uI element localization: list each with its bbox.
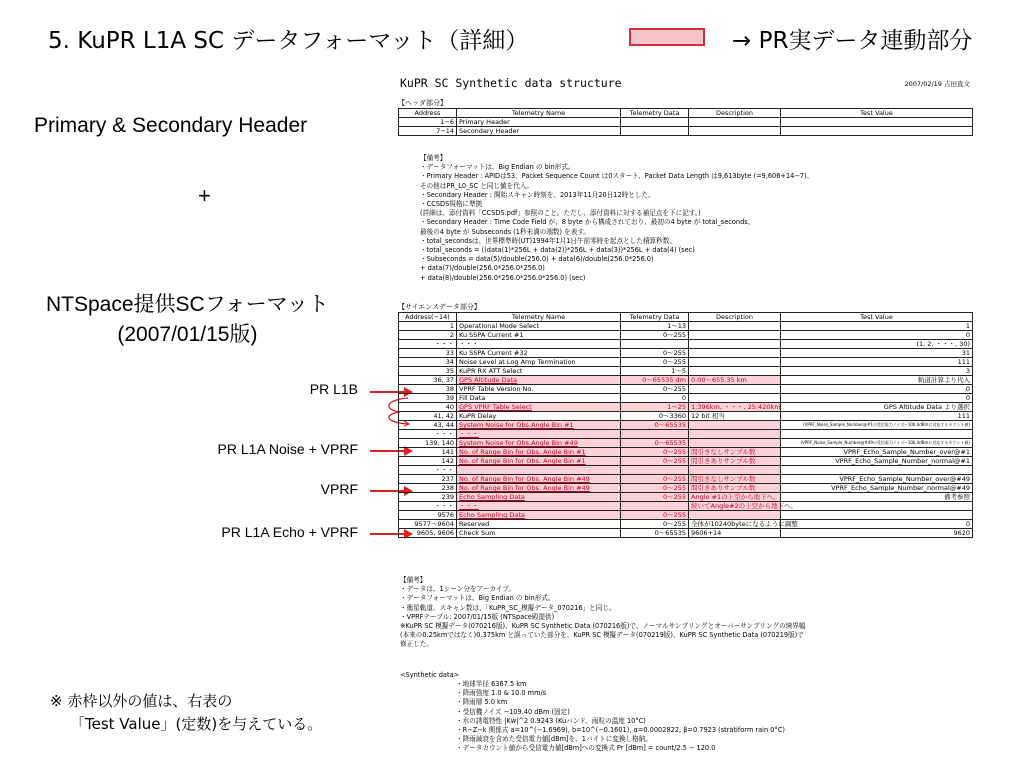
table-cell-value: [781, 118, 973, 127]
table-cell-value: 備考参照: [781, 493, 973, 502]
table-cell-name: Check Sum: [457, 529, 621, 538]
table-cell-data: 0: [621, 394, 689, 403]
table-cell-address: 33: [399, 349, 457, 358]
table-cell-name: ・・・: [457, 430, 621, 439]
table-cell-name: Secondary Header: [457, 127, 621, 136]
table-cell-desc: [689, 394, 781, 403]
table-header-row: [399, 313, 973, 322]
callout-pr-l1a-noise: PR L1A Noise + VPRF: [217, 441, 358, 457]
table-cell-address: 9576: [399, 511, 457, 520]
table-cell-address: 35: [399, 367, 457, 376]
column-header: Telemetry Name: [457, 313, 621, 322]
table-cell-name: ・・・: [457, 340, 621, 349]
table-cell-value: 軌道計算より代入: [781, 376, 973, 385]
table-cell-address: 40: [399, 403, 457, 412]
header-table: [398, 108, 973, 136]
table-row: [399, 412, 973, 421]
table-cell-name: Echo Sampling Data: [457, 511, 621, 520]
science-section-title: 【サイエンスデータ部分】: [398, 303, 481, 311]
table-cell-value: 111: [781, 412, 973, 421]
table-cell-data: 1〜25: [621, 403, 689, 412]
note-line: ・Secondary Header : 開始スキャン時刻を、2013年11月20日12時とした。: [420, 190, 655, 199]
column-header: Telemetry Data: [621, 109, 689, 118]
header-section-title: 【ヘッダ部分】: [398, 99, 447, 107]
table-cell-address: 9605, 9606: [399, 529, 457, 538]
note-line: ・降雨減衰を含めた受信電力値[dBm]を、1バイトに変換し格納。: [456, 735, 652, 744]
science-table: [398, 312, 973, 538]
table-row: [399, 475, 973, 484]
table-cell-value: 9620: [781, 529, 973, 538]
table-row: [399, 484, 973, 493]
table-cell-address: 38: [399, 385, 457, 394]
table-cell-value: 3: [781, 367, 973, 376]
table-cell-value: 0: [781, 520, 973, 529]
column-header: Telemetry Name: [457, 109, 621, 118]
table-cell-name: GPS VPRF Table Select: [457, 403, 621, 412]
table-row: [399, 457, 973, 466]
table-cell-value: 31: [781, 349, 973, 358]
table-cell-name: KuPR Delay: [457, 412, 621, 421]
note-line: + data(7)/double(256.0*256.0*256.0): [420, 264, 545, 273]
column-header: Description: [689, 109, 781, 118]
note-line: ・total_secondsは、世界標準時(UT)1994年1月1日午前零時を起点とした積算秒数。: [420, 236, 676, 245]
table-cell-data: 0〜65535: [621, 439, 689, 448]
callout-pr-l1b: PR L1B: [309, 381, 358, 397]
table-cell-desc: [689, 127, 781, 136]
footnote-line2: 「Test Value」(定数)を与えている。: [70, 715, 323, 733]
table-cell-desc: 間引きありサンプル数: [689, 457, 781, 466]
table-cell-address: 239: [399, 493, 457, 502]
table-cell-name: Echo Sampling Data: [457, 493, 621, 502]
note-line: ・R−Z−k 関係式 a=10^(−1.6969), b=10^(−0.1601), α=0.0002822, β=0.7923 (stratiform rain 0°C): [456, 726, 785, 735]
table-cell-name: ・・・: [457, 502, 621, 511]
table-row: [399, 322, 973, 331]
table-cell-data: [621, 127, 689, 136]
table-cell-data: 0〜65535: [621, 421, 689, 430]
table-cell-value: VPRF_Echo_Sample_Number_normal@#49: [781, 484, 973, 493]
table-cell-name: Primary Header: [457, 118, 621, 127]
table-row: [399, 127, 973, 136]
table-row: [399, 403, 973, 412]
table-row: [399, 376, 973, 385]
table-cell-desc: 間引きありサンプル数: [689, 484, 781, 493]
table-cell-address: 41, 42: [399, 412, 457, 421]
table-cell-desc: [689, 511, 781, 520]
table-cell-name: Operational Mode Select: [457, 322, 621, 331]
column-header: Address: [399, 109, 457, 118]
note-line: (詳細は、添付資料「CCSDS.pdf」参照のこと。ただし、添付資料に対する補足点を下に記す。): [420, 209, 701, 218]
table-cell-address: 2: [399, 331, 457, 340]
callout-pr-l1a-echo: PR L1A Echo + VPRF: [221, 524, 358, 540]
table-cell-name: Noise Level at Log Amp Termination: [457, 358, 621, 367]
note-line: ・VPRFテーブル: 2007/01/15版 (NTSpace殿提供): [400, 612, 555, 621]
table-cell-address: 1: [399, 322, 457, 331]
table-cell-value: VPRF_Echo_Sample_Number_over@#1: [781, 448, 973, 457]
note-line: 【備考】: [420, 154, 447, 162]
column-header: Telemetry Data: [621, 313, 689, 322]
table-cell-value: [781, 430, 973, 439]
doc-date: 2007/02/19 吉田直文: [904, 80, 970, 88]
table-cell-address: ・・・: [399, 466, 457, 475]
note-line: ・データカウント値から受信電力値[dBm]への変換式 Pr [dBm] = count/2.5 − 120.0: [456, 744, 716, 753]
table-row: [399, 118, 973, 127]
table-cell-value: 0: [781, 394, 973, 403]
primary-header-label: Primary & Secondary Header: [34, 114, 308, 137]
table-cell-name: Ku SSPA Current #1: [457, 331, 621, 340]
legend-label: → PR実データ連動部分: [732, 28, 973, 54]
footnote-line1: ※ 赤枠以外の値は、右表の: [50, 692, 233, 710]
table-cell-name: Ku SSPA Current #32: [457, 349, 621, 358]
synthetic-data-label: <Synthetic data>: [400, 671, 460, 679]
table-cell-desc: [689, 118, 781, 127]
table-cell-desc: [689, 385, 781, 394]
table-cell-address: 141: [399, 448, 457, 457]
table-cell-address: 142: [399, 457, 457, 466]
table-cell-data: 0〜255: [621, 511, 689, 520]
table-cell-desc: [689, 358, 781, 367]
table-cell-address: 39: [399, 394, 457, 403]
table-cell-desc: [689, 439, 781, 448]
plus-sign: +: [198, 183, 211, 208]
table-cell-desc: [689, 421, 781, 430]
table-cell-address: ・・・: [399, 340, 457, 349]
table-cell-address: 139, 140: [399, 439, 457, 448]
table-cell-address: 36, 37: [399, 376, 457, 385]
table-row: [399, 367, 973, 376]
table-cell-desc: 9606+14: [689, 529, 781, 538]
synthetic-params: [456, 680, 785, 754]
table-cell-data: [621, 466, 689, 475]
callout-vprf: VPRF: [320, 481, 358, 497]
table-row: [399, 430, 973, 439]
note-line: ・地球半径 6367.5 km: [456, 680, 527, 688]
table-row: [399, 358, 973, 367]
note-line: ・水の誘電特性 |Kw|^2 0.9243 (Kuバンド、雨粒の温度 10°C): [456, 716, 646, 725]
note-line: ・受信機ノイズ −109.40 dBm (固定): [456, 707, 570, 716]
table-cell-desc: [689, 349, 781, 358]
table-row: [399, 511, 973, 520]
table-cell-desc: [689, 331, 781, 340]
note-line: ・データフォーマットは、Big Endian の bin形式。: [420, 163, 575, 172]
table-cell-data: 0〜255: [621, 493, 689, 502]
slide-title: 5. KuPR L1A SC データフォーマット（詳細）: [48, 28, 529, 54]
table-cell-desc: 全体が10240byteになるように調整: [689, 520, 781, 529]
table-cell-value: [781, 502, 973, 511]
table-cell-value: 1: [781, 322, 973, 331]
table-cell-data: 1〜5: [621, 367, 689, 376]
footnote: [50, 690, 322, 736]
note-line: ・Secondary Header : Time Code Field が、8 byte から構成されており、最初の4 byte が total_seconds、: [420, 218, 755, 227]
table-cell-data: 0〜255: [621, 457, 689, 466]
note-line: ・降雨強度 1.0 & 10.0 mm/s: [456, 689, 547, 698]
table-cell-desc: 1:396km, ・・・, 25:420km: [689, 403, 781, 412]
table-row: [399, 340, 973, 349]
table-row: [399, 502, 973, 511]
table-cell-data: 0〜255: [621, 448, 689, 457]
table-cell-data: [621, 340, 689, 349]
table-cell-name: No. of Range Bin for Obs. Angle Bin #49: [457, 475, 621, 484]
table-cell-address: 9577〜9604: [399, 520, 457, 529]
note-line: ・CCSDS規格に準拠: [420, 200, 483, 209]
table-cell-name: [457, 466, 621, 475]
table-cell-desc: [689, 322, 781, 331]
table-cell-value: (VPRF_Noise_Sample_Number@#49の受信電力ノイズ−10b.4dBmに対応するカウント値): [781, 439, 973, 448]
table-row: [399, 448, 973, 457]
note-line: ・データフォーマットは、Big Endian の bin形式。: [400, 594, 555, 603]
table-cell-desc: [689, 367, 781, 376]
note-line: ※KuPR SC 模擬データ(070216版)、KuPR SC Synthetic Data (070216版)で、ノーマルサンプリングとオーバーサンプリングの境界幅: [400, 622, 806, 631]
table-cell-desc: Angle #1の上空から地下へ。: [689, 493, 781, 502]
table-cell-value: [781, 466, 973, 475]
table-cell-address: 237: [399, 475, 457, 484]
table-cell-data: [621, 118, 689, 127]
note-line: ・Subseconds = data(5)/double(256.0) + data(6)/double(256.0*256.0): [420, 255, 654, 264]
table-cell-address: ・・・: [399, 502, 457, 511]
table-cell-desc: [689, 430, 781, 439]
table-cell-value: 111: [781, 358, 973, 367]
table-row: [399, 331, 973, 340]
data-structure-document: [398, 74, 974, 768]
table-cell-data: 1〜13: [621, 322, 689, 331]
table-row: [399, 385, 973, 394]
note-line: ・Primary Header : APIDは53、Packet Sequence Count は0スタート、Packet Data Length は9,613byte (=9,606+14−7)、: [420, 172, 814, 181]
table-cell-name: Fill Data: [457, 394, 621, 403]
table-row: [399, 493, 973, 502]
table-cell-desc: 0.00〜655.35 km: [689, 376, 781, 385]
notes-block-2: [400, 576, 805, 650]
table-row: [399, 466, 973, 475]
ntspace-format-line1: NTSpace提供SCフォーマット: [46, 293, 329, 316]
table-row: [399, 421, 973, 430]
table-cell-value: 0: [781, 385, 973, 394]
column-header: Description: [689, 313, 781, 322]
note-line: 最後の4 byte が Subseconds (1秒未満の端数) を表す。: [420, 227, 591, 236]
table-row: [399, 394, 973, 403]
table-cell-value: [781, 511, 973, 520]
table-row: [399, 439, 973, 448]
table-cell-value: (1, 2, ・・・, 30): [781, 340, 973, 349]
table-cell-data: 0〜255: [621, 475, 689, 484]
table-cell-name: KuPR RX ATT Select: [457, 367, 621, 376]
note-line: 修正した。: [400, 640, 433, 649]
table-cell-value: 0: [781, 331, 973, 340]
table-cell-data: 0〜255: [621, 331, 689, 340]
note-line: + data(8)/double(256.0*256.0*256.0*256.0) (sec): [420, 273, 586, 282]
table-cell-data: 0〜255: [621, 358, 689, 367]
table-cell-name: System Noise for Obs.Angle Bin #1: [457, 421, 621, 430]
table-cell-name: VPRF Table Version No.: [457, 385, 621, 394]
table-cell-data: 0〜65535: [621, 529, 689, 538]
table-cell-address: 238: [399, 484, 457, 493]
note-line: その他はPR_L0_SC と同じ値を代入。: [420, 181, 534, 190]
table-cell-value: (VPRF_Noise_Sample_Number@#1の受信電力ノイズ−10b.4dBmに対応するカウント値): [781, 421, 973, 430]
table-cell-desc: 続いてAngle#2の上空から地下へ。: [689, 502, 781, 511]
table-row: [399, 349, 973, 358]
table-cell-desc: 間引きなしサンプル数: [689, 475, 781, 484]
note-line: (本来の0.25kmではなく)0.375km と誤っていた部分を、KuPR SC 模擬データ(070219版)、KuPR SC Synthetic Data (070219版)で: [400, 631, 804, 640]
table-cell-name: GPS Altitude Data: [457, 376, 621, 385]
table-cell-address: 43, 44: [399, 421, 457, 430]
table-cell-data: 0〜255: [621, 484, 689, 493]
table-cell-address: 7−14: [399, 127, 457, 136]
table-cell-desc: 間引きなしサンプル数: [689, 448, 781, 457]
table-cell-name: System Noise for Obs.Angle Bin #49: [457, 439, 621, 448]
table-cell-name: No. of Range Bin for Obs. Angle Bin #1: [457, 457, 621, 466]
table-cell-address: 34: [399, 358, 457, 367]
table-cell-name: No. of Range Bin for Obs. Angle Bin #49: [457, 484, 621, 493]
column-header: Test Value: [781, 109, 973, 118]
table-cell-data: 0〜255: [621, 349, 689, 358]
table-cell-value: VPRF_Echo_Sample_Number_over@#49: [781, 475, 973, 484]
legend-swatch: [629, 28, 705, 46]
note-line: ・データは、1シーン分をアーカイブ。: [400, 585, 515, 594]
doc-title: KuPR SC Synthetic data structure: [400, 76, 622, 90]
table-cell-desc: [689, 466, 781, 475]
table-cell-desc: [689, 340, 781, 349]
note-line: ・衛星軌道、スキャン数は、「KuPR_SC_模擬データ_070216」と同じ。: [400, 603, 616, 612]
table-cell-data: [621, 502, 689, 511]
table-header-row: [399, 109, 973, 118]
ntspace-format-label: [46, 290, 329, 350]
table-cell-data: 0〜255: [621, 385, 689, 394]
column-header: Address(−14): [399, 313, 457, 322]
note-line: ・降雨層 5.0 km: [456, 698, 508, 707]
table-cell-name: No. of Range Bin for Obs. Angle Bin #1: [457, 448, 621, 457]
ntspace-format-line2: (2007/01/15版): [117, 323, 258, 346]
table-cell-desc: 12 bit 相当: [689, 412, 781, 421]
table-cell-data: 0〜255: [621, 520, 689, 529]
table-row: [399, 529, 973, 538]
table-cell-name: Reserved: [457, 520, 621, 529]
table-cell-address: 1−6: [399, 118, 457, 127]
notes-block-1: [420, 154, 813, 283]
table-cell-value: [781, 127, 973, 136]
table-row: [399, 520, 973, 529]
note-line: 【備考】: [400, 576, 427, 584]
table-cell-data: 0〜3360: [621, 412, 689, 421]
table-cell-value: VPRF_Echo_Sample_Number_normal@#1: [781, 457, 973, 466]
column-header: Test Value: [781, 313, 973, 322]
table-cell-value: GPS Altitude Data より選択: [781, 403, 973, 412]
note-line: ・total_seconds = ((data(1)*256L + data(2))*256L + data(3))*256L + data(4) (sec): [420, 246, 695, 255]
table-cell-data: 0〜65535 dm: [621, 376, 689, 385]
table-cell-address: ・・・: [399, 430, 457, 439]
table-cell-data: [621, 430, 689, 439]
